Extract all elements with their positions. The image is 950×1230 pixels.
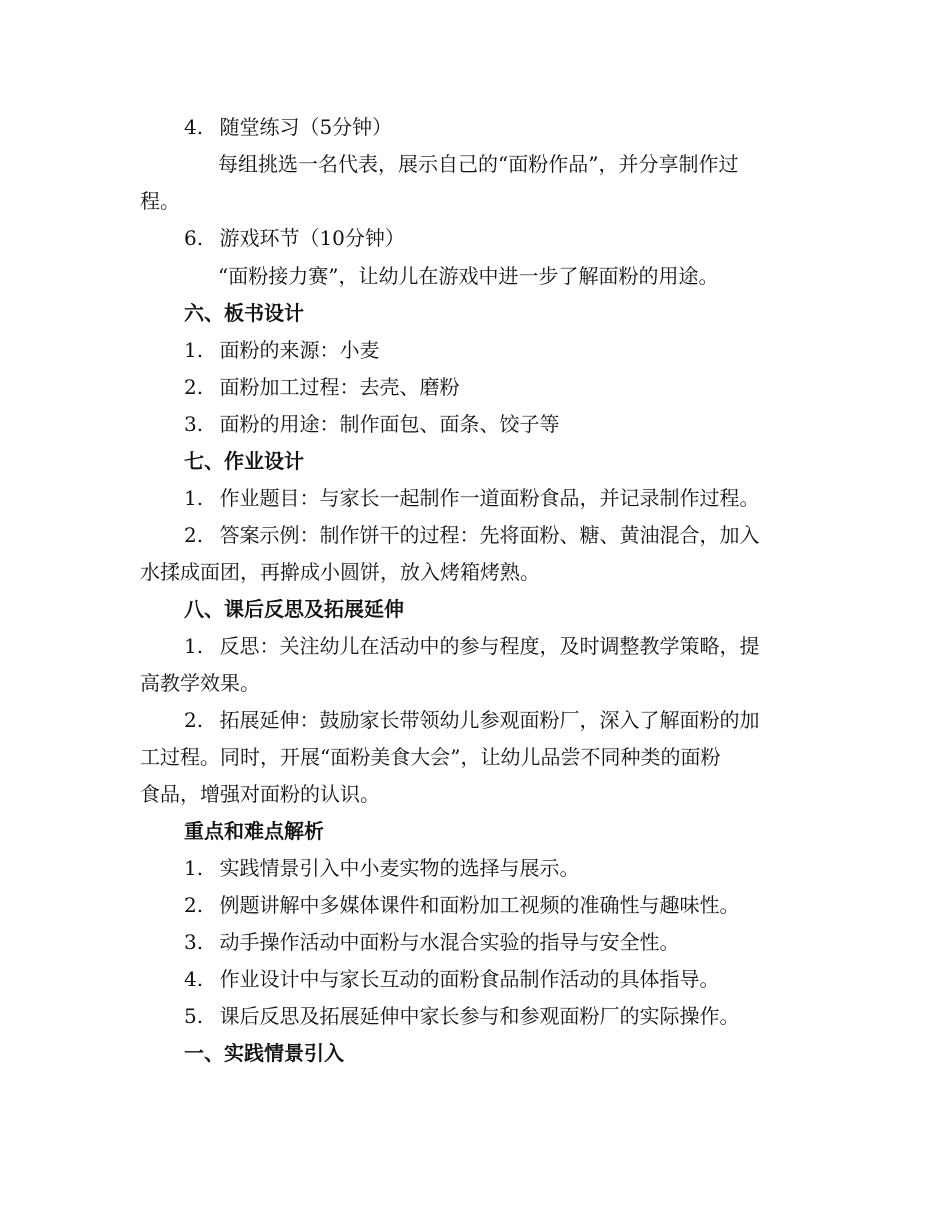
item-text: 作业题目：与家长一起制作一道面粉食品，并记录制作过程。 bbox=[219, 486, 760, 510]
paragraph-line: 水揉成面团，再擀成小圆饼，放入烤箱烤熟。 bbox=[140, 560, 540, 584]
item-text: 面粉加工过程：去壳、磨粉 bbox=[219, 375, 460, 399]
item-text: 实践情景引入中小麦实物的选择与展示。 bbox=[219, 856, 580, 880]
item-text: 拓展延伸：鼓励家长带领幼儿参观面粉厂，深入了解面粉的加 bbox=[219, 708, 760, 732]
list-item bbox=[184, 486, 759, 510]
item-text: 随堂练习（5分钟） bbox=[219, 115, 393, 139]
item-number: 1. bbox=[184, 338, 204, 362]
paragraph-line: 工过程。同时，开展“面粉美食大会”，让幼儿品尝不同种类的面粉 bbox=[140, 745, 721, 769]
list-item bbox=[184, 115, 392, 139]
list-item bbox=[184, 1004, 739, 1028]
paragraph-line: 食品，增强对面粉的认识。 bbox=[140, 782, 380, 806]
item-number: 3. bbox=[184, 930, 204, 954]
list-item bbox=[184, 856, 579, 880]
section-heading: 一、实践情景引入 bbox=[184, 1041, 344, 1065]
item-text: 动手操作活动中面粉与水混合实验的指导与安全性。 bbox=[219, 930, 680, 954]
item-number: 6. bbox=[184, 226, 204, 250]
list-item bbox=[184, 893, 739, 917]
item-number: 4. bbox=[184, 115, 204, 139]
list-item bbox=[184, 930, 679, 954]
paragraph-line: 每组挑选一名代表，展示自己的“面粉作品”，并分享制作过 bbox=[218, 152, 739, 176]
item-text: 答案示例：制作饼干的过程：先将面粉、糖、黄油混合，加入 bbox=[219, 523, 760, 547]
item-text: 课后反思及拓展延伸中家长参与和参观面粉厂的实际操作。 bbox=[219, 1004, 740, 1028]
item-number: 1. bbox=[184, 486, 204, 510]
item-number: 3. bbox=[184, 412, 204, 436]
list-item bbox=[184, 338, 379, 362]
item-text: 例题讲解中多媒体课件和面粉加工视频的准确性与趣味性。 bbox=[219, 893, 740, 917]
section-heading: 七、作业设计 bbox=[184, 449, 304, 473]
list-item bbox=[184, 634, 759, 658]
item-text: 反思：关注幼儿在活动中的参与程度，及时调整教学策略，提 bbox=[219, 634, 760, 658]
item-text: 面粉的用途：制作面包、面条、饺子等 bbox=[219, 412, 560, 436]
list-item bbox=[184, 375, 459, 399]
item-number: 1. bbox=[184, 856, 204, 880]
section-heading: 六、板书设计 bbox=[184, 301, 304, 325]
section-heading: 八、课后反思及拓展延伸 bbox=[184, 597, 404, 621]
list-item bbox=[184, 967, 719, 991]
item-number: 5. bbox=[184, 1004, 204, 1028]
section-heading: 重点和难点解析 bbox=[184, 819, 324, 843]
paragraph-line: 高教学效果。 bbox=[140, 671, 260, 695]
list-item bbox=[184, 523, 759, 547]
list-item bbox=[184, 708, 759, 732]
item-number: 2. bbox=[184, 893, 204, 917]
paragraph-line: 程。 bbox=[140, 189, 180, 213]
paragraph-line: “面粉接力赛”，让幼儿在游戏中进一步了解面粉的用途。 bbox=[218, 264, 719, 288]
list-item bbox=[184, 412, 559, 436]
item-number: 2. bbox=[184, 375, 204, 399]
item-text: 面粉的来源：小麦 bbox=[219, 338, 380, 362]
item-number: 4. bbox=[184, 967, 204, 991]
item-number: 2. bbox=[184, 708, 204, 732]
item-number: 2. bbox=[184, 523, 204, 547]
item-text: 作业设计中与家长互动的面粉食品制作活动的具体指导。 bbox=[219, 967, 720, 991]
list-item bbox=[184, 226, 405, 250]
item-text: 游戏环节（10分钟） bbox=[219, 226, 405, 250]
item-number: 1. bbox=[184, 634, 204, 658]
